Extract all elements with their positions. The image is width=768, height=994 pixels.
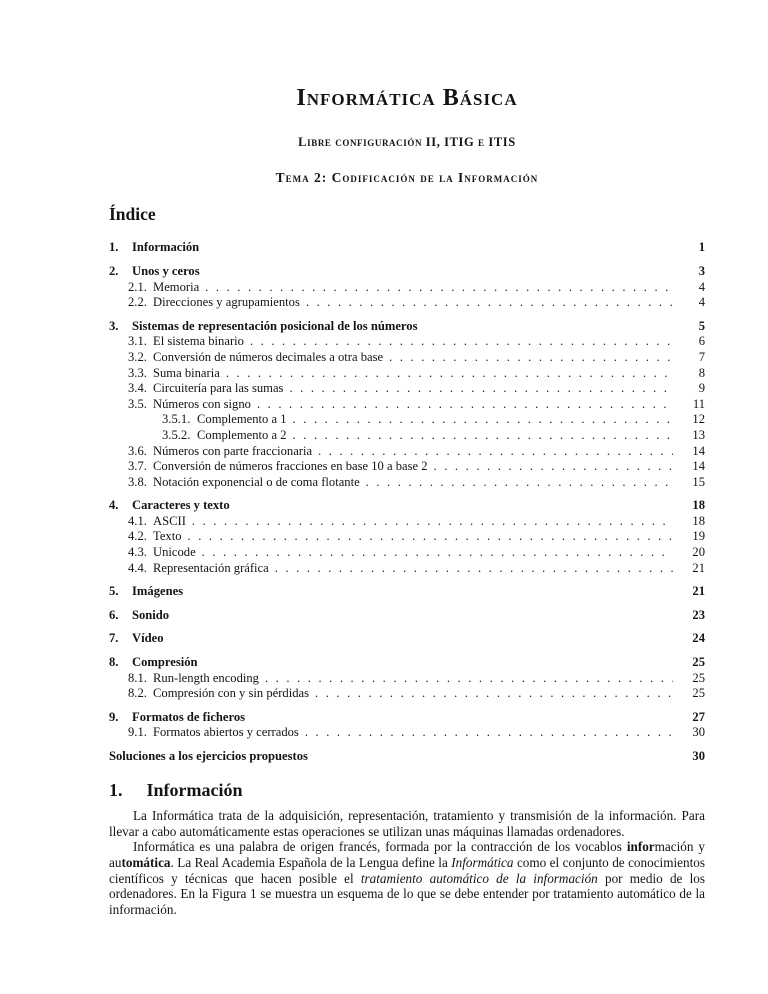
text-segment: mación y au [109,839,705,871]
toc-entry-number: 1. [109,240,119,255]
toc-entry-number: 5. [109,584,119,599]
text-segment: infor [626,839,655,855]
toc-entry-page: 3 [698,263,705,278]
toc-entry-page: 6 [698,334,705,349]
toc-entry-page: 18 [692,498,705,513]
toc-entry-number: 4.3. [128,545,147,560]
toc-entry-number: 3.5. [128,396,147,411]
toc-entry [109,475,705,491]
toc-entry-number: 4.4. [128,560,147,575]
toc-entry-title: Unicode [153,545,196,560]
toc-entry-leader [257,397,673,413]
toc-heading: Índice [109,204,156,225]
toc-entry-leader [226,366,673,382]
toc-entry-number: 2.1. [128,279,147,294]
toc-entry-title: Complemento a 2 [197,427,287,442]
toc-entry-leader [293,428,673,444]
toc-entry-number: 3.2. [128,349,147,364]
toc-entry-title: El sistema binario [153,334,244,349]
toc-entry-leader [293,412,673,428]
toc-entry-page: 12 [692,412,705,427]
text-segment: . La Real Academia Española de la Lengua define la [170,855,452,871]
toc-entry-title: Compresión [132,655,198,670]
toc-entry [109,529,705,545]
toc-entry-page: 4 [698,295,705,310]
toc-entry-title: ASCII [153,513,186,528]
toc-entry-title: Representación gráfica [153,560,269,575]
section-informacion [109,780,705,918]
toc-entry [109,671,705,687]
toc-entry-number: 7. [109,631,119,646]
toc-entry-title: Notación exponencial o de coma flotante [153,474,360,489]
toc-entry-number: 3.5.1. [162,412,191,427]
toc-entry-page: 4 [698,279,705,294]
toc-entry-title: Soluciones a los ejercicios propuestos [109,749,308,764]
toc-entry-leader [289,381,673,397]
toc-entry-number: 3.6. [128,443,147,458]
toc-entry-number: 4. [109,498,119,513]
toc-entry-page: 13 [692,427,705,442]
toc-entry-number: 2.2. [128,295,147,310]
toc-entry-leader [202,545,673,561]
toc-entry-page: 19 [692,529,705,544]
toc-entry-title: Conversión de números fracciones en base 10 a base 2 [153,459,428,474]
document-subtitle: Libre configuración II, ITIG e ITIS [298,135,516,150]
toc-entry-leader [306,295,673,311]
toc-entry [109,608,705,624]
toc-entry [109,749,705,765]
toc-entry-title: Números con signo [153,396,251,411]
toc-entry [109,584,705,600]
toc-entry-page: 25 [692,686,705,701]
toc-entry-page: 1 [698,240,705,255]
text-segment: tomática [121,855,171,871]
toc-entry-title: Caracteres y texto [132,498,230,513]
toc-entry-leader [188,529,674,545]
toc-entry [109,545,705,561]
toc-entry-number: 8.1. [128,670,147,685]
toc-entry-leader [366,475,673,491]
toc-entry-page: 14 [692,443,705,458]
toc-entry-number: 4.1. [128,513,147,528]
toc-entry-number: 8. [109,655,119,670]
toc-entry-number: 3.3. [128,365,147,380]
toc-entry-page: 21 [692,560,705,575]
toc-entry-leader [205,280,673,296]
toc-entry-page: 30 [692,725,705,740]
toc-entry-page: 15 [692,474,705,489]
toc-entry [109,295,705,311]
toc-entry [109,686,705,702]
toc-entry-title: Conversión de números decimales a otra base [153,349,384,364]
toc-entry-title: Información [132,240,200,255]
toc-entry [109,514,705,530]
toc-entry-title: Compresión con y sin pérdidas [153,686,310,701]
text-segment: Informática [451,855,514,871]
toc-entry [109,240,705,256]
text-segment: por medio de los ordenadores. En la Figura 1 se muestra un esquema de lo que se debe entender por tratamiento automático de la información. [109,870,705,917]
body-paragraph [109,808,705,839]
text-segment: como el conjunto de conocimientos científicos y técnicas que hacen posible el [109,855,705,886]
document-header [109,85,705,186]
toc-entry-leader [315,686,673,702]
toc-entry-number: 3.8. [128,474,147,489]
toc-entry-title: Suma binaria [153,365,220,380]
toc-entry-leader [318,444,673,460]
toc-entry-leader [250,334,673,350]
toc-entry-page: 5 [698,318,705,333]
toc-entry [109,710,705,726]
toc-entry [109,725,705,741]
section-heading [109,780,705,801]
toc-entry-leader [305,725,673,741]
toc-entry-number: 9. [109,709,119,724]
section-number: 1. [109,779,123,800]
toc-entry [109,280,705,296]
toc-entry-title: Sistemas de representación posicional de los números [132,318,418,333]
toc-entry [109,319,705,335]
toc-entry-title: Circuitería para las sumas [153,381,284,396]
toc-entry [109,381,705,397]
toc-entry-leader [275,561,673,577]
toc-entry-page: 25 [692,670,705,685]
toc-entry-title: Formatos de ficheros [132,709,246,724]
toc-entry-number: 8.2. [128,686,147,701]
toc-entry-number: 3.7. [128,459,147,474]
body-paragraph [109,839,705,917]
toc-entry [109,334,705,350]
toc-entry [109,631,705,647]
toc-entry-number: 4.2. [128,529,147,544]
toc-entry-number: 3. [109,318,119,333]
toc-entry-leader [434,459,673,475]
toc-entry-page: 9 [698,381,705,396]
section-title: Información [146,779,243,800]
toc-entry-title: Unos y ceros [132,263,200,278]
toc-entry [109,366,705,382]
toc-entry-page: 30 [692,749,705,764]
toc-entry [109,459,705,475]
toc-entry-leader [265,671,673,687]
document-topic: Tema 2: Codificación de la Información [275,170,539,186]
table-of-contents [109,240,705,764]
text-segment: La Informática trata de la adquisición, representación, tratamiento y transmisión de la información. Para llevar a cabo automáticamente estas operaciones se utilizan unas máquinas llamadas ordenadores. [109,808,705,839]
toc-entry-page: 8 [698,365,705,380]
toc-entry [109,264,705,280]
toc-entry-number: 2. [109,263,119,278]
toc-entry-title: Texto [153,529,182,544]
text-segment: Informática es una palabra de origen francés, formada por la contracción de los vocablos [133,839,627,855]
toc-entry [109,412,705,428]
toc-entry-title: Números con parte fraccionaria [153,443,313,458]
toc-entry [109,561,705,577]
toc-entry-title: Run-length encoding [153,670,259,685]
toc-entry-number: 6. [109,607,119,622]
toc-entry-number: 9.1. [128,725,147,740]
toc-entry-number: 3.5.2. [162,427,191,442]
toc-entry-leader [192,514,673,530]
toc-entry-page: 25 [692,655,705,670]
toc-entry-page: 21 [692,584,705,599]
section-body [109,808,705,917]
toc-entry [109,498,705,514]
toc-entry-page: 11 [692,396,705,411]
toc-entry-number: 3.1. [128,334,147,349]
toc-entry [109,350,705,366]
toc-entry-number: 3.4. [128,381,147,396]
toc-entry-page: 7 [698,349,705,364]
toc-entry-page: 14 [692,459,705,474]
toc-entry-title: Direcciones y agrupamientos [153,295,300,310]
toc-entry [109,655,705,671]
toc-entry [109,397,705,413]
toc-entry-title: Sonido [132,607,170,622]
document-title: Informática Básica [296,85,518,111]
toc-entry-title: Complemento a 1 [197,412,287,427]
text-segment: tratamiento automático de la información [360,870,598,886]
toc-entry-title: Vídeo [132,631,164,646]
toc-entry-page: 27 [692,709,705,724]
toc-entry-title: Imágenes [132,584,184,599]
toc-entry [109,428,705,444]
toc-entry-title: Memoria [153,279,200,294]
toc-entry-page: 20 [692,545,705,560]
toc-entry-title: Formatos abiertos y cerrados [153,725,299,740]
toc-entry-page: 18 [692,513,705,528]
toc-entry-page: 24 [692,631,705,646]
toc-entry-leader [389,350,673,366]
toc-entry-page: 23 [692,607,705,622]
toc-entry [109,444,705,460]
